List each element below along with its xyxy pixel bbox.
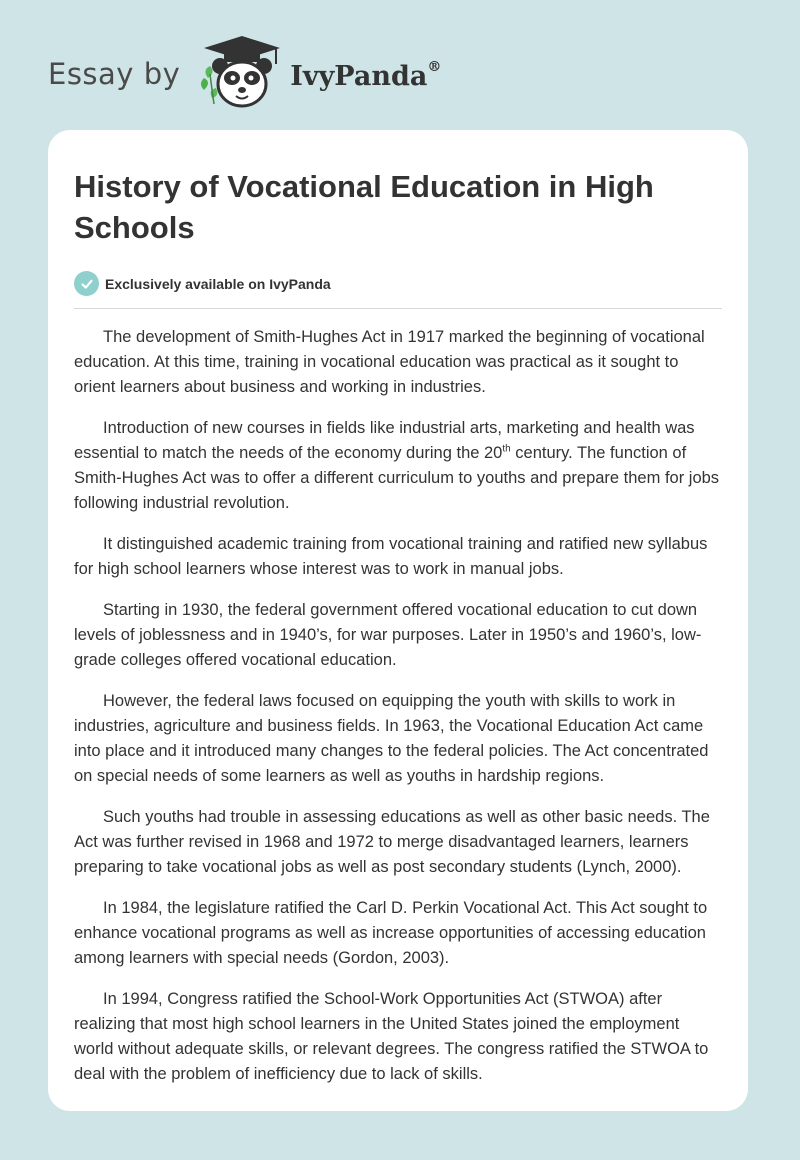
brand-prefix: Essay by — [48, 57, 181, 91]
paragraph — [74, 416, 722, 516]
brand-name-text: IvyPanda — [290, 60, 428, 92]
paragraph: In 1994, Congress ratified the School-Work Opportunities Act (STWOA) after realizing that most high school learners in the United States joined the employment world without adequate skills, or relevant degrees. The congress ratified the STWOA to deal with the problem of inefficiency due to lack of skills. — [74, 990, 709, 1083]
divider — [74, 308, 722, 309]
check-icon — [74, 271, 99, 296]
brand-header[interactable] — [48, 36, 441, 112]
essay-body — [74, 325, 722, 1087]
registered-mark: ® — [427, 58, 442, 75]
brand-name — [290, 58, 442, 92]
badge-label: Exclusively available on IvyPanda — [105, 275, 331, 292]
essay-card — [48, 130, 748, 1111]
paragraph-text: Introduction of new courses in fields like industrial arts, marketing and health was essential to match the needs of the economy during the 20 — [74, 419, 695, 462]
paragraph-text: century. The function of Smith-Hughes Act was to offer a different curriculum to youths and prepare them for jobs following industrial revolution. — [74, 444, 720, 512]
page-title: History of Vocational Education in High Schools — [74, 169, 654, 245]
paragraph: In 1984, the legislature ratified the Carl D. Perkin Vocational Act. This Act sought to enhance vocational programs as well as increase opportunities of accessing education among learners with special needs (Gordon, 2003). — [74, 899, 708, 967]
paragraph: However, the federal laws focused on equipping the youth with skills to work in industries, agriculture and business fields. In 1963, the Vocational Education Act came into place and it introduced many changes to the federal policies. The Act concentrated on special needs of some learners as well as youths in hardship regions. — [74, 692, 709, 785]
paragraph: Such youths had trouble in assessing educations as well as other basic needs. The Act was further revised in 1968 and 1972 to merge disadvantaged learners, learners preparing to take vocational jobs as well as post secondary students (Lynch, 2000). — [74, 808, 710, 876]
paragraph: It distinguished academic training from vocational training and ratified new syllabus for high school learners whose interest was to work in manual jobs. — [74, 535, 708, 578]
exclusive-badge — [74, 271, 722, 296]
ivypanda-logo-icon — [198, 34, 286, 110]
ordinal-suffix: th — [502, 443, 511, 455]
paragraph: The development of Smith-Hughes Act in 1917 marked the beginning of vocational education. At this time, training in vocational education was practical as it sought to orient learners about business and working in industries. — [74, 328, 705, 396]
paragraph: Starting in 1930, the federal government offered vocational education to cut down levels of joblessness and in 1940’s, for war purposes. Later in 1950’s and 1960’s, low-grade colleges offered vocational education. — [74, 601, 702, 669]
